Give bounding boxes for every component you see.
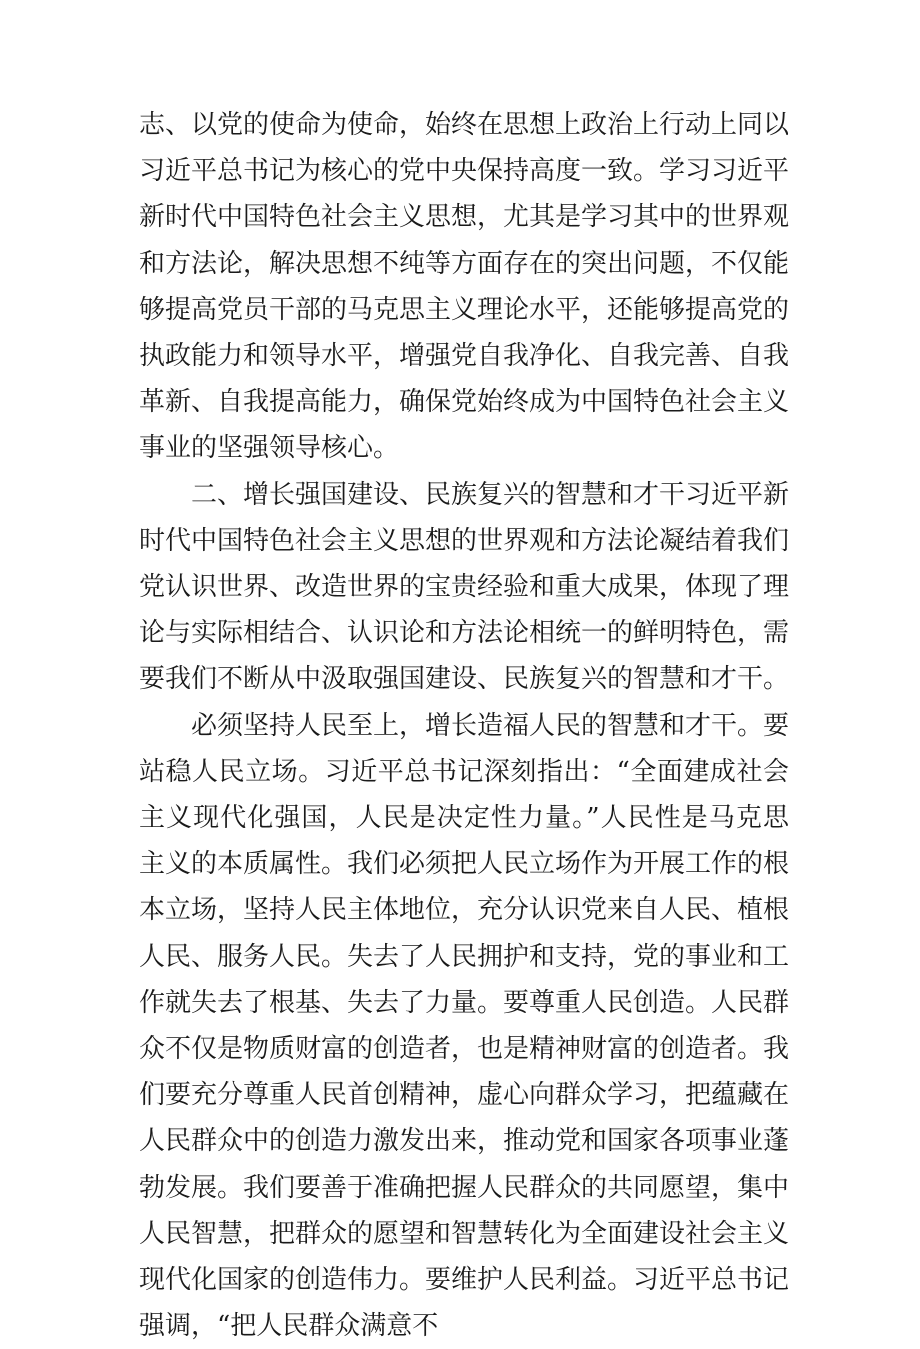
paragraph-section-two: 二、增长强国建设、民族复兴的智慧和才干习近平新时代中国特色社会主义思想的世界观和方法论凝结着我们党认识世界、改造世界的宝贵经验和重大成果，体现了理论与实际相结合、认识论和方法论相统一的鲜明特色，需要我们不断从中汲取强国建设、民族复兴的智慧和才干。 [139, 479, 790, 695]
paragraph-people-first: 必须坚持人民至上，增长造福人民的智慧和才干。要站稳人民立场。习近平总书记深刻指出：“全面建成社会主义现代化强国，人民是决定性力量。”人民性是马克思主义的本质属性。我们必须把人民立场作为开展工作的根本立场，坚持人民主体地位，充分认识党来自人民、植根人民、服务人民。失去了人民拥护和支持，党的事业和工作就失去了根基、失去了力量。要尊重人民创造。人民群众不仅是物质财富的创造者，也是精神财富的创造者。我们要充分尊重人民首创精神，虚心向群众学习，把蕴藏在人民群众中的创造力激发出来，推动党和国家各项事业蓬勃发展。我们要善于准确把握人民群众的共同愿望，集中人民智慧，把群众的愿望和智慧转化为全面建设社会主义现代化国家的创造伟力。要维护人民利益。习近平总书记强调，“把人民群众满意不 [139, 710, 790, 1342]
document-body [139, 102, 789, 1349]
paragraph-continuation: 志、以党的使命为使命，始终在思想上政治上行动上同以习近平总书记为核心的党中央保持高度一致。学习习近平新时代中国特色社会主义思想，尤其是学习其中的世界观和方法论，解决思想不纯等方面存在的突出问题，不仅能够提高党员干部的马克思主义理论水平，还能够提高党的执政能力和领导水平，增强党自我净化、自我完善、自我革新、自我提高能力，确保党始终成为中国特色社会主义事业的坚强领导核心。 [139, 110, 790, 464]
